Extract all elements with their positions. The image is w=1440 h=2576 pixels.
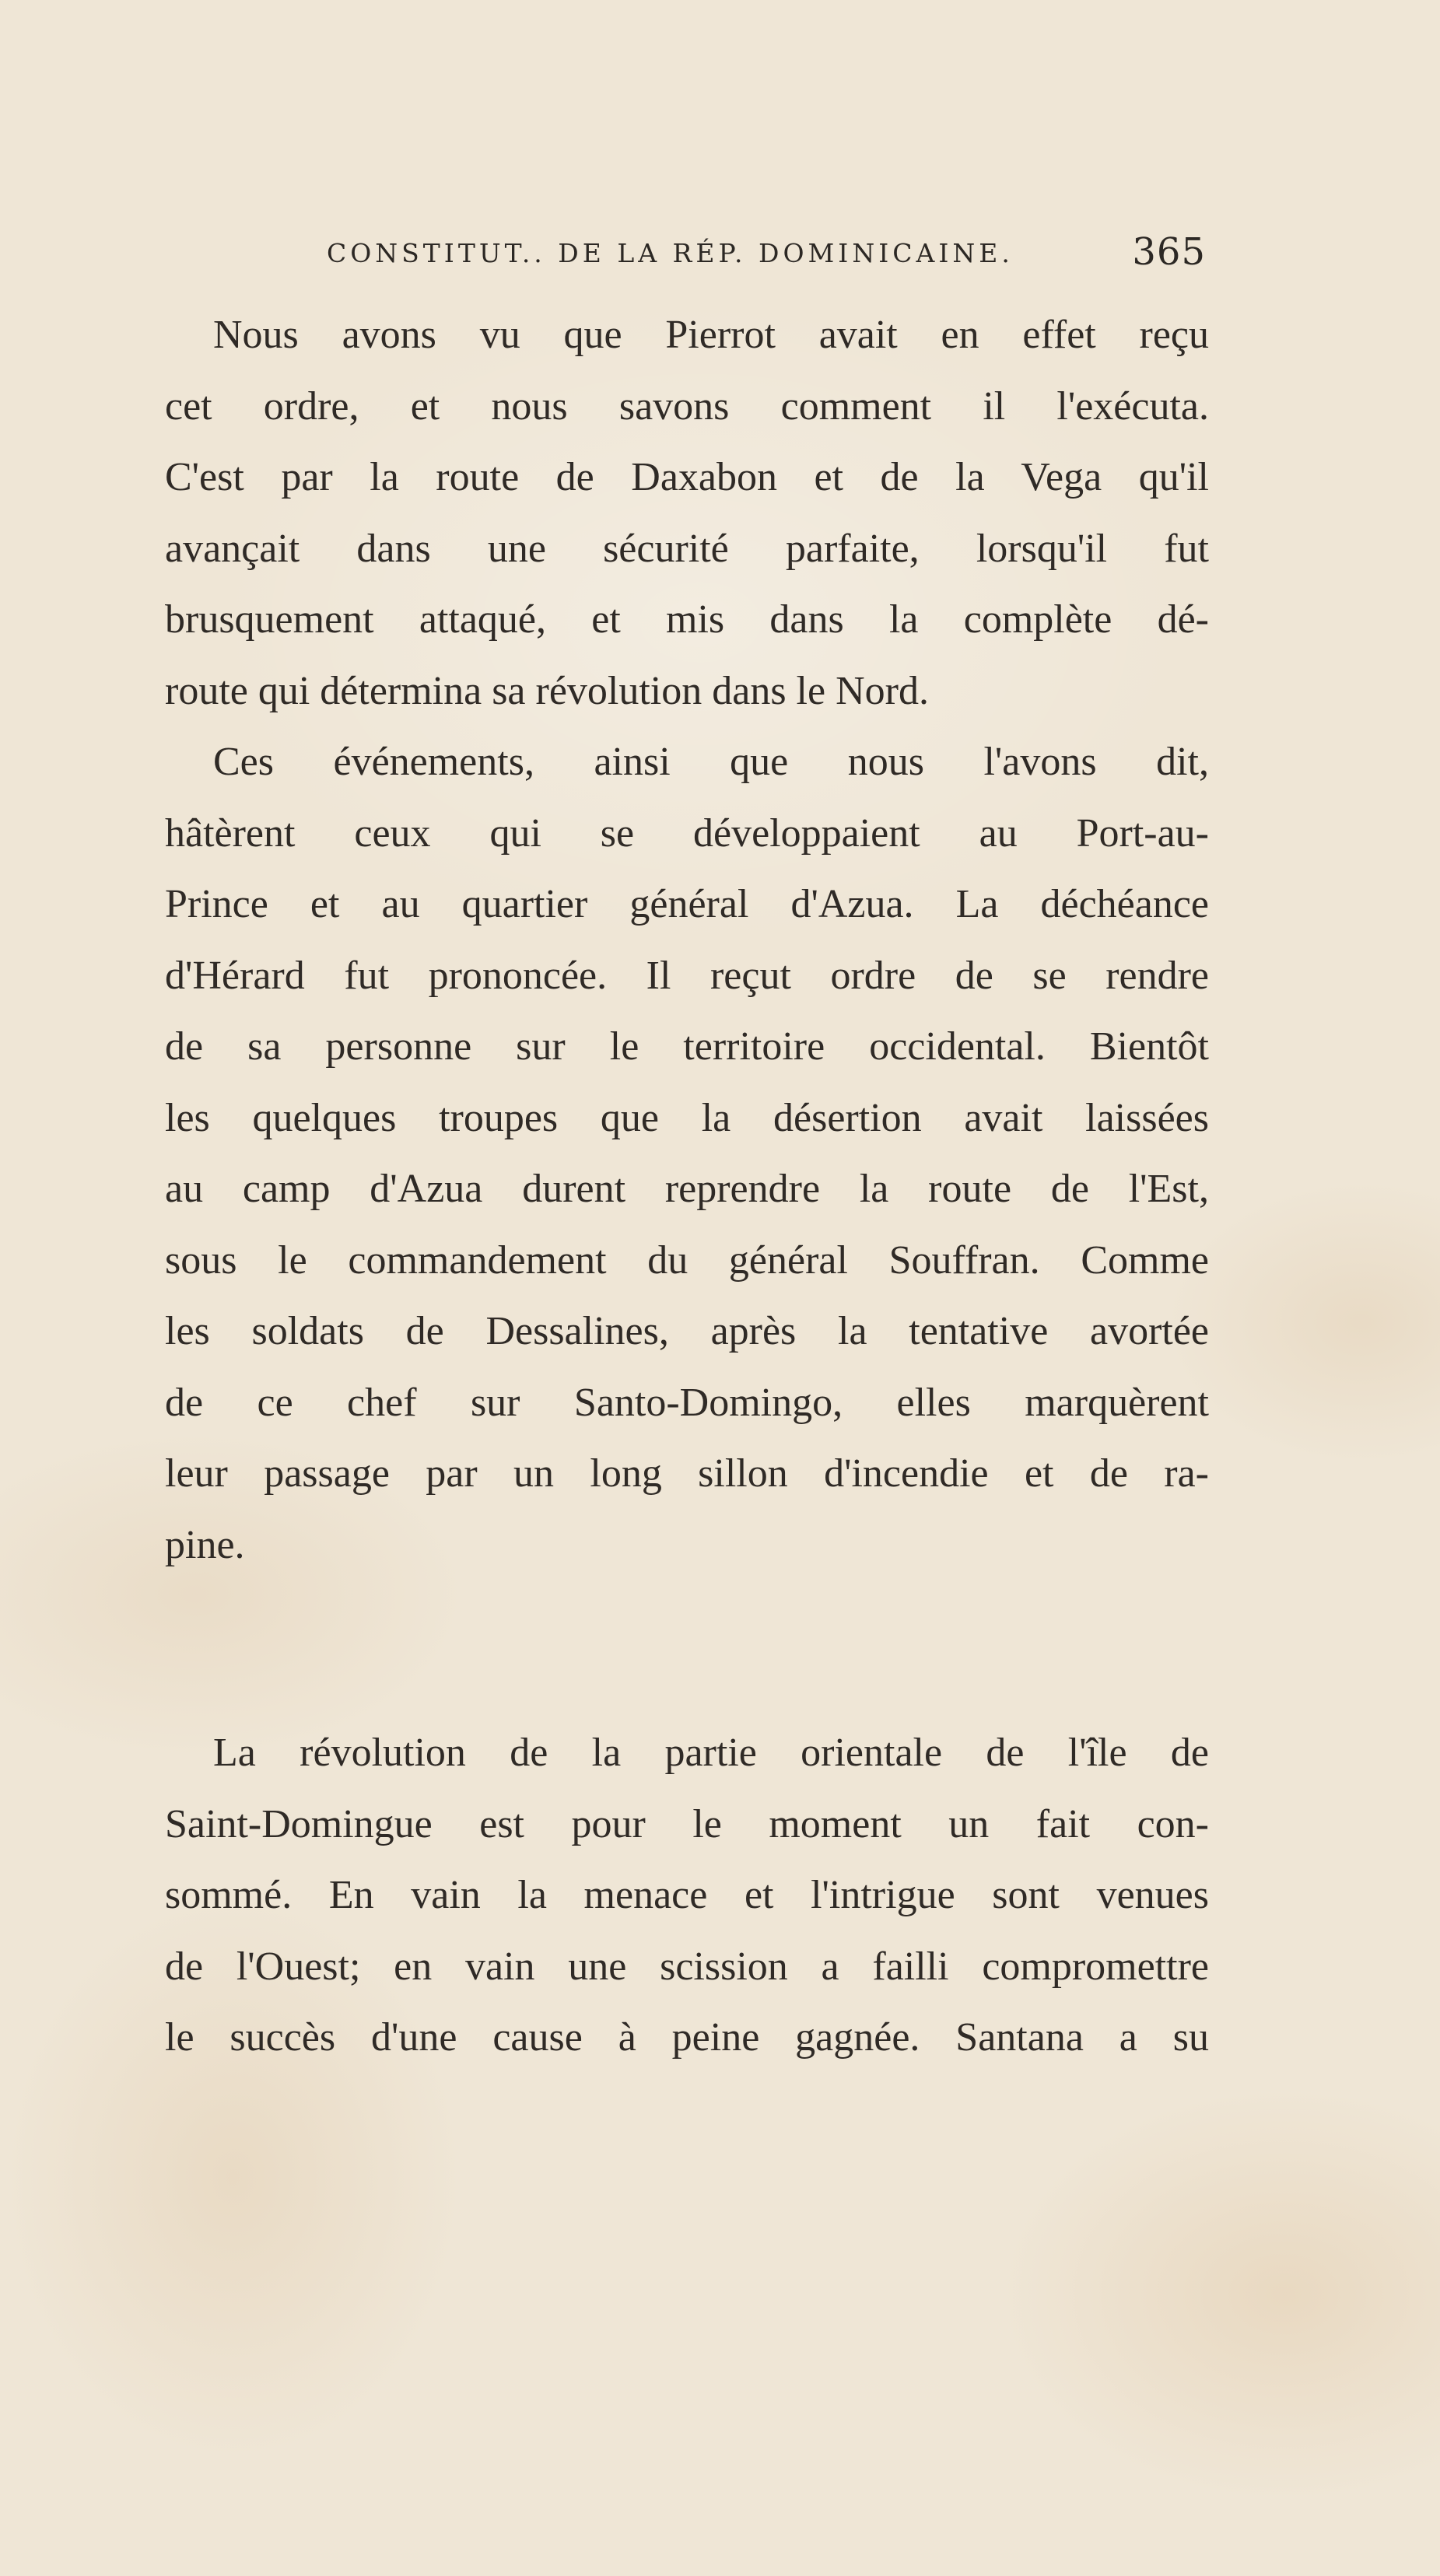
paragraph-1 (165, 299, 1209, 726)
text-line: Prince et au quartier général d'Azua. La déchéance (165, 882, 1209, 926)
text-line: les quelques troupes que la désertion avait laissées (165, 1095, 1209, 1140)
text-line: leur passage par un long sillon d'incendie et de ra- (165, 1451, 1209, 1496)
page-number: 365 (1132, 230, 1206, 274)
text-line: le succès d'une cause à peine gagnée. Santana a su (165, 2015, 1209, 2060)
text-line: avançait dans une sécurité parfaite, lorsqu'il fut (165, 526, 1209, 571)
text-line: cet ordre, et nous savons comment il l'exécuta. (165, 383, 1209, 429)
text-line: pine. (165, 1522, 245, 1567)
text-line: route qui détermina sa révolution dans le Nord. (165, 668, 929, 713)
text-line: de sa personne sur le territoire occidental. Bientôt (165, 1024, 1209, 1069)
paragraph-2 (165, 726, 1209, 1580)
text-line: de ce chef sur Santo-Domingo, elles marquèrent (165, 1380, 1209, 1425)
text-line: hâtèrent ceux qui se développaient au Port-au- (165, 810, 1209, 856)
text-line: La révolution de la partie orientale de l'île de (213, 1731, 1209, 1775)
text-line: Ces événements, ainsi que nous l'avons dit, (213, 740, 1209, 784)
page-header (327, 230, 1206, 277)
body-text (165, 299, 1209, 2074)
section-gap (165, 1580, 1209, 1717)
text-line: sommé. En vain la menace et l'intrigue sont venues (165, 1873, 1209, 1917)
text-line: au camp d'Azua durent reprendre la route de l'Est, (165, 1167, 1209, 1211)
text-line: d'Hérard fut prononcée. Il reçut ordre de se rendre (165, 953, 1209, 998)
text-line: Nous avons vu que Pierrot avait en effet reçu (213, 313, 1209, 357)
running-head: CONSTITUT.. DE LA RÉP. DOMINICAINE. (327, 238, 1014, 268)
text-line: C'est par la route de Daxabon et de la Vega qu'il (165, 455, 1209, 499)
text-line: de l'Ouest; en vain une scission a failli compromettre (165, 1944, 1209, 1989)
text-line: les soldats de Dessalines, après la tentative avortée (165, 1309, 1209, 1353)
text-line: Saint-Domingue est pour le moment un fait con- (165, 1801, 1209, 1846)
text-line: sous le commandement du général Souffran. Comme (165, 1237, 1209, 1283)
text-line: brusquement attaqué, et mis dans la complète dé- (165, 597, 1209, 642)
paragraph-3 (165, 1717, 1209, 2074)
